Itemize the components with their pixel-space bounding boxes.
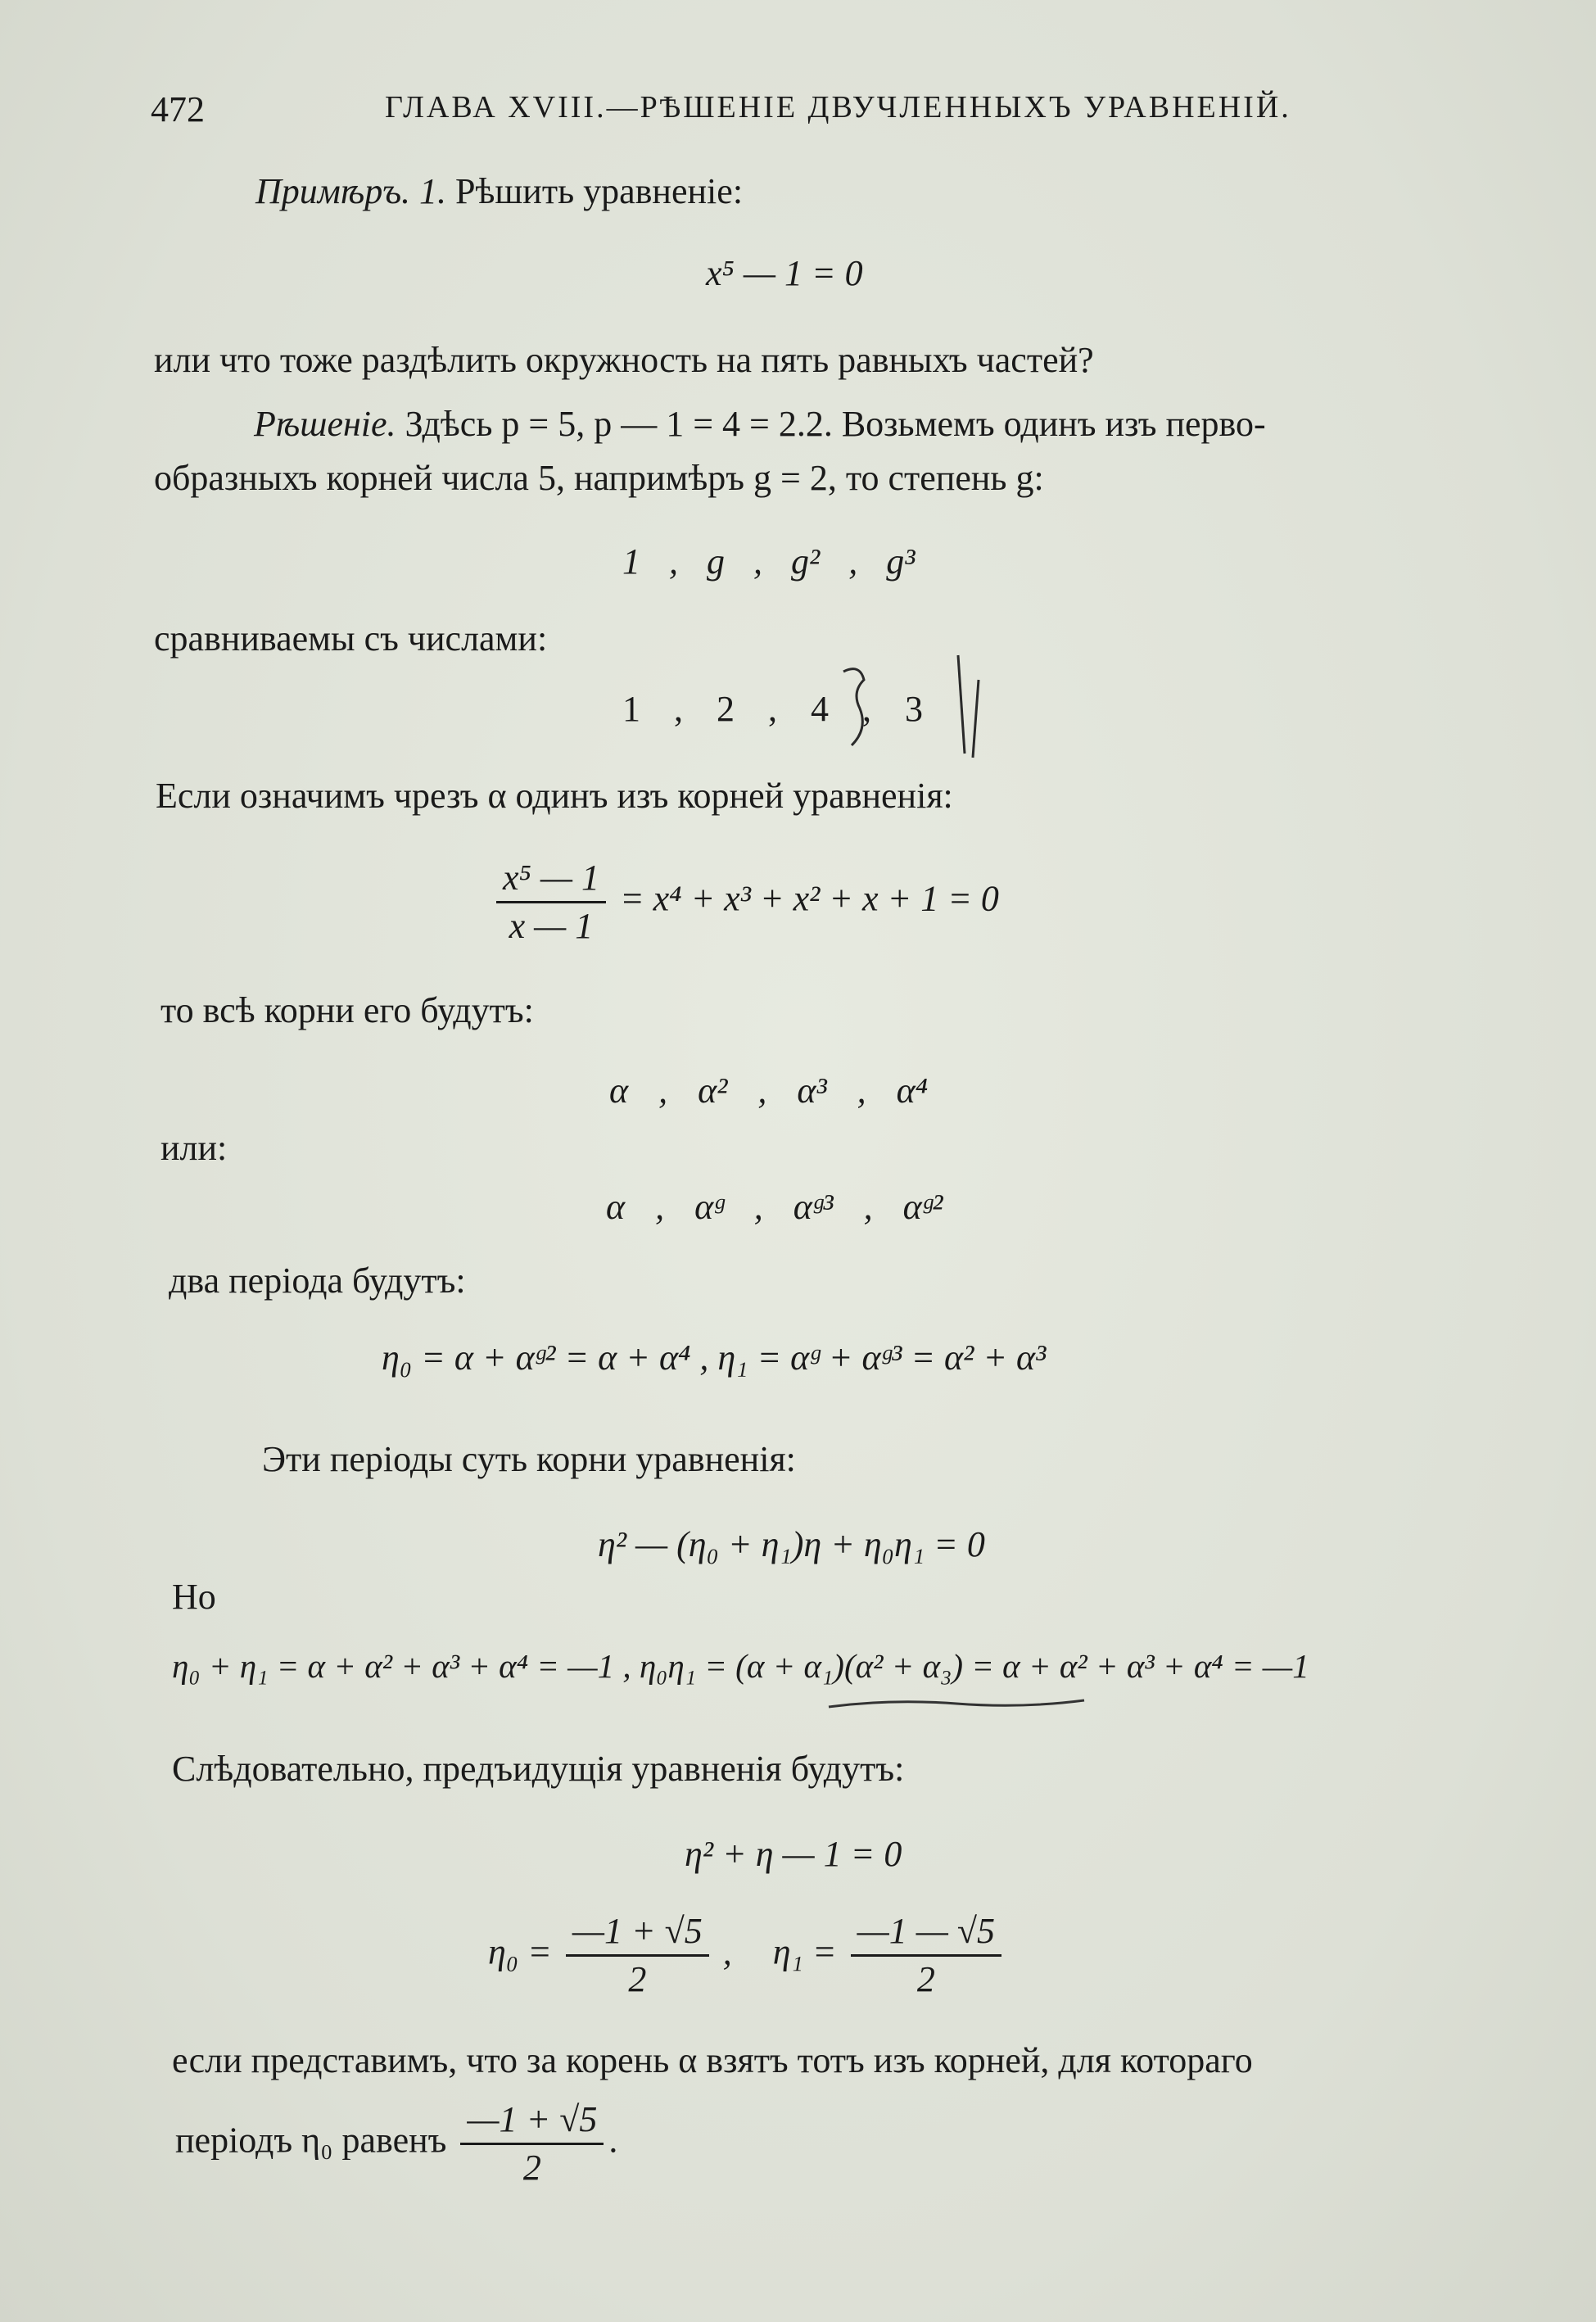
eta0-label: η₀ = — [488, 1931, 552, 1972]
polynomial-rhs: = x⁴ + x³ + x² + x + 1 = 0 — [619, 878, 999, 919]
paragraph-last-line-2 — [175, 2099, 618, 2188]
final-quadratic: η² + η — 1 = 0 — [685, 1834, 902, 1874]
paragraph-periods: два періода будутъ: — [169, 1261, 466, 1301]
last-line-start: періодъ η₀ равенъ — [175, 2120, 447, 2161]
periods-equation: η₀ = α + αᵍ² = α + α⁴ , η₁ = αᵍ + αᵍ³ = α² + α³ — [382, 1338, 1047, 1378]
polynomial-equation — [491, 860, 999, 944]
sum-product-equation: η₀ + η₁ = α + α² + α³ + α⁴ = —1 , η₀η₁ = (α + α₁)(α² + α₃) = α + α² + α³ + α⁴ = —1 — [172, 1647, 1309, 1685]
running-title: ГЛАВА XVIII.—РѢШЕНІЕ ДВУЧЛЕННЫХЪ УРАВНЕНІЙ. — [385, 90, 1291, 124]
eta1-label: η₁ = — [772, 1931, 837, 1972]
paragraph-last-line-1: если представимъ, что за корень α взятъ тотъ изъ корней, для котораго — [172, 2040, 1253, 2080]
handwritten-correction-mark — [827, 647, 991, 762]
fraction-denominator: x — 1 — [496, 901, 606, 944]
solution-line-2: образныхъ корней числа 5, напримѣръ g = 2, то степень g: — [154, 458, 1044, 498]
eta0-denominator: 2 — [566, 1954, 709, 1998]
eta0-numerator: —1 + √5 — [572, 1911, 703, 1951]
roots-row-g-powers: α , αᵍ , αᵍ³ , αᵍ² — [606, 1187, 943, 1227]
paragraph-compare: сравниваемы съ числами: — [154, 618, 548, 659]
example-label: Примѣръ. 1. — [255, 171, 447, 211]
solution-line-1-text: Здѣсь p = 5, p — 1 = 4 = 2.2. Возьмемъ одинъ изъ перво- — [405, 404, 1266, 444]
paragraph-roots: то всѣ корни его будутъ: — [161, 990, 534, 1030]
solution-label: Рѣшеніе. — [254, 404, 396, 444]
paragraph-these-periods: Эти періоды суть корни уравненія: — [262, 1439, 796, 1479]
last-fraction-numerator: —1 + √5 — [467, 2099, 598, 2139]
roots-row-powers: α , α² , α³ , α⁴ — [609, 1070, 929, 1111]
eta-solutions — [488, 1913, 1006, 1998]
paragraph-if-alpha: Если означимъ чрезъ α одинъ изъ корней уравненія: — [156, 776, 953, 816]
example-text: Рѣшить уравненіе: — [455, 171, 744, 211]
eta0-fraction — [566, 1913, 709, 1998]
quadratic-general-equation: η² — (η₀ + η₁)η + η₀η₁ = 0 — [598, 1524, 985, 1564]
handwritten-underline — [825, 1692, 1087, 1717]
fraction-numerator: x⁵ — 1 — [503, 858, 599, 898]
equation-x5-text: x⁵ — 1 = 0 — [706, 253, 863, 293]
last-line-end: . — [608, 2120, 618, 2161]
equation-x5 — [706, 253, 863, 293]
eta1-numerator: —1 — √5 — [857, 1911, 996, 1951]
paragraph-therefore: Слѣдовательно, предъидущія уравненія будутъ: — [172, 1749, 905, 1789]
numbers-row: 1 , 2 , 4 , 3 — [622, 689, 923, 729]
solution-line-1 — [254, 406, 1266, 442]
powers-row: 1 , g , g² , g³ — [622, 541, 916, 582]
paragraph-but: Но — [172, 1577, 216, 1617]
eta-separator: , — [722, 1931, 732, 1972]
last-fraction — [460, 2099, 604, 2188]
eta1-fraction — [851, 1913, 1001, 1998]
polynomial-fraction — [496, 860, 606, 944]
example-heading — [255, 171, 744, 211]
paragraph-divide-circle: или что тоже раздѣлить окружность на пять равныхъ частей? — [154, 340, 1094, 380]
last-fraction-denominator: 2 — [460, 2143, 604, 2186]
page-number: 472 — [151, 89, 205, 129]
eta1-denominator: 2 — [851, 1954, 1001, 1998]
paragraph-or: или: — [161, 1128, 228, 1168]
